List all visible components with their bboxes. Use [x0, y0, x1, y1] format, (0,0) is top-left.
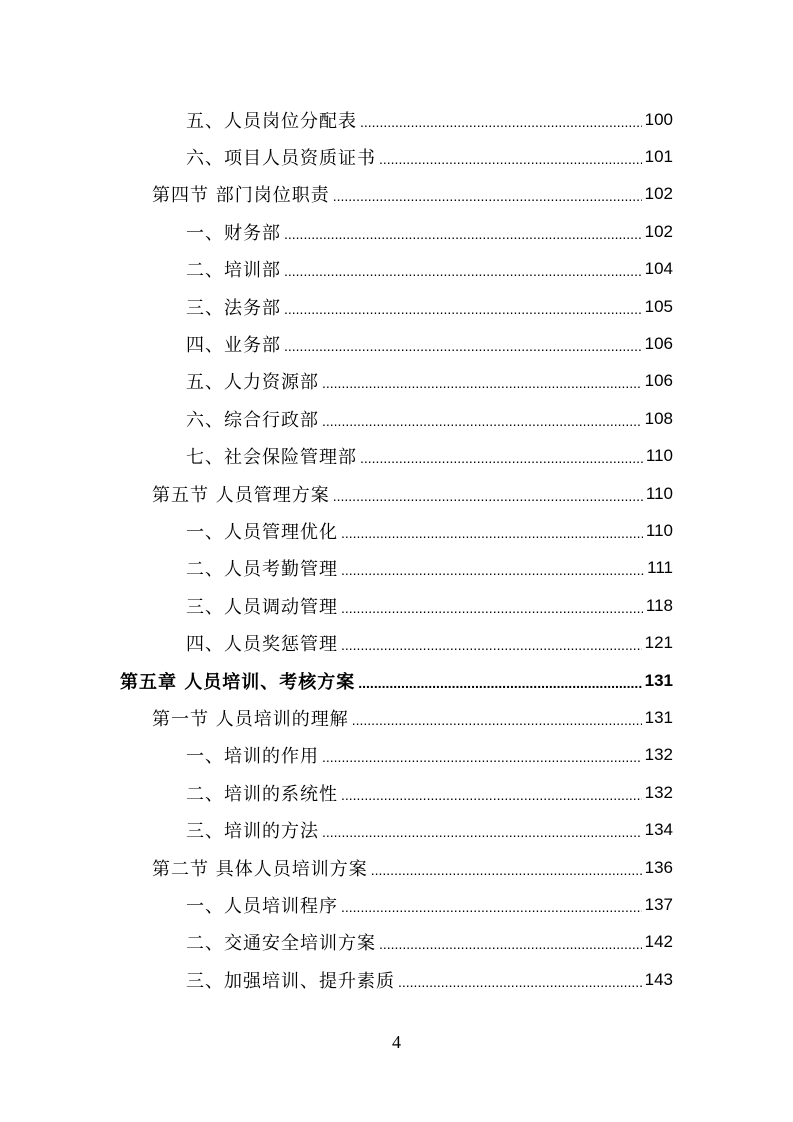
- toc-entry-label: 第五节 人员管理方案: [152, 484, 330, 506]
- toc-section-entry[interactable]: [0, 176, 793, 213]
- toc-chapter-entry[interactable]: [0, 662, 793, 699]
- toc-dot-leader: [360, 450, 643, 466]
- toc-section-entry[interactable]: [0, 699, 793, 736]
- toc-entry-label: 六、综合行政部: [186, 409, 319, 431]
- toc-entry-label: 三、法务部: [186, 297, 281, 319]
- toc-entry-label: 三、加强培训、提升素质: [186, 970, 395, 992]
- toc-dot-leader: [352, 712, 642, 728]
- toc-subsection-entry[interactable]: [0, 138, 793, 175]
- toc-subsection-entry[interactable]: [0, 624, 793, 661]
- toc-entry-page-number: 110: [645, 446, 673, 466]
- toc-dot-leader: [322, 749, 642, 765]
- toc-subsection-entry[interactable]: [0, 213, 793, 250]
- toc-entry-page-number: 100: [644, 109, 673, 129]
- toc-entry-page-number: 104: [644, 259, 673, 279]
- toc-dot-leader: [284, 263, 642, 279]
- toc-entry-label: 二、交通安全培训方案: [186, 933, 376, 955]
- toc-entry-label: 四、业务部: [186, 335, 281, 357]
- toc-entry-label: 二、培训的系统性: [186, 783, 338, 805]
- toc-subsection-entry[interactable]: [0, 961, 793, 998]
- toc-subsection-entry[interactable]: [0, 288, 793, 325]
- toc-dot-leader: [341, 562, 644, 578]
- toc-entry-label: 五、人力资源部: [186, 372, 319, 394]
- toc-dot-leader: [341, 637, 642, 653]
- toc-dot-leader: [341, 600, 643, 616]
- toc-entry-page-number: 106: [644, 371, 673, 391]
- toc-entry-page-number: 136: [644, 857, 673, 877]
- toc-entry-label: 第一节 人员培训的理解: [152, 708, 349, 730]
- toc-entry-page-number: 110: [645, 483, 673, 503]
- toc-entry-label: 第四节 部门岗位职责: [152, 185, 330, 207]
- toc-entry-label: 第五章 人员培训、考核方案: [120, 671, 356, 693]
- toc-entry-page-number: 108: [644, 408, 673, 428]
- toc-dot-leader: [379, 151, 642, 167]
- toc-subsection-entry[interactable]: [0, 251, 793, 288]
- toc-entry-label: 三、人员调动管理: [186, 596, 338, 618]
- toc-dot-leader: [284, 226, 642, 242]
- toc-dot-leader: [322, 824, 642, 840]
- toc-dot-leader: [322, 413, 642, 429]
- toc-entry-label: 七、社会保险管理部: [186, 447, 357, 469]
- toc-entry-page-number: 132: [644, 782, 673, 802]
- toc-entry-page-number: 106: [644, 334, 673, 354]
- toc-entry-label: 一、培训的作用: [186, 746, 319, 768]
- toc-subsection-entry[interactable]: [0, 587, 793, 624]
- toc-entry-page-number: 137: [644, 894, 673, 914]
- toc-dot-leader: [379, 936, 642, 952]
- toc-entry-label: 五、人员岗位分配表: [186, 110, 357, 132]
- toc-entry-page-number: 142: [644, 932, 673, 952]
- toc-subsection-entry[interactable]: [0, 363, 793, 400]
- toc-dot-leader: [341, 899, 642, 915]
- table-of-contents: [0, 101, 793, 998]
- toc-subsection-entry[interactable]: [0, 886, 793, 923]
- toc-entry-page-number: 118: [645, 595, 673, 615]
- toc-dot-leader: [341, 525, 643, 541]
- toc-subsection-entry[interactable]: [0, 101, 793, 138]
- toc-subsection-entry[interactable]: [0, 811, 793, 848]
- toc-entry-page-number: 101: [644, 147, 673, 167]
- toc-subsection-entry[interactable]: [0, 438, 793, 475]
- toc-entry-label: 一、财务部: [186, 222, 281, 244]
- toc-entry-page-number: 121: [644, 633, 673, 653]
- toc-subsection-entry[interactable]: [0, 512, 793, 549]
- toc-entry-page-number: 110: [645, 520, 673, 540]
- toc-subsection-entry[interactable]: [0, 550, 793, 587]
- toc-subsection-entry[interactable]: [0, 737, 793, 774]
- toc-entry-label: 二、人员考勤管理: [186, 559, 338, 581]
- toc-dot-leader: [358, 675, 641, 691]
- toc-entry-label: 六、项目人员资质证书: [186, 148, 376, 170]
- toc-dot-leader: [284, 301, 642, 317]
- toc-entry-page-number: 131: [644, 670, 673, 690]
- toc-subsection-entry[interactable]: [0, 924, 793, 961]
- toc-subsection-entry[interactable]: [0, 400, 793, 437]
- toc-entry-label: 一、人员管理优化: [186, 521, 338, 543]
- toc-entry-page-number: 134: [644, 820, 673, 840]
- toc-entry-page-number: 132: [644, 745, 673, 765]
- toc-section-entry[interactable]: [0, 849, 793, 886]
- toc-subsection-entry[interactable]: [0, 325, 793, 362]
- toc-entry-page-number: 111: [647, 558, 673, 578]
- toc-dot-leader: [322, 375, 642, 391]
- toc-entry-label: 第二节 具体人员培训方案: [152, 858, 368, 880]
- toc-entry-label: 一、人员培训程序: [186, 895, 338, 917]
- toc-dot-leader: [360, 114, 642, 130]
- toc-entry-label: 四、人员奖惩管理: [186, 634, 338, 656]
- page-number: 4: [392, 1032, 401, 1052]
- toc-dot-leader: [371, 862, 642, 878]
- toc-dot-leader: [284, 338, 642, 354]
- toc-entry-label: 二、培训部: [186, 260, 281, 282]
- toc-entry-page-number: 131: [644, 707, 673, 727]
- toc-entry-page-number: 102: [644, 221, 673, 241]
- toc-dot-leader: [333, 488, 643, 504]
- toc-entry-page-number: 105: [644, 296, 673, 316]
- toc-dot-leader: [333, 188, 642, 204]
- toc-dot-leader: [398, 974, 642, 990]
- toc-dot-leader: [341, 787, 642, 803]
- toc-entry-label: 三、培训的方法: [186, 821, 319, 843]
- toc-entry-page-number: 102: [644, 184, 673, 204]
- toc-subsection-entry[interactable]: [0, 774, 793, 811]
- toc-entry-page-number: 143: [644, 969, 673, 989]
- toc-section-entry[interactable]: [0, 475, 793, 512]
